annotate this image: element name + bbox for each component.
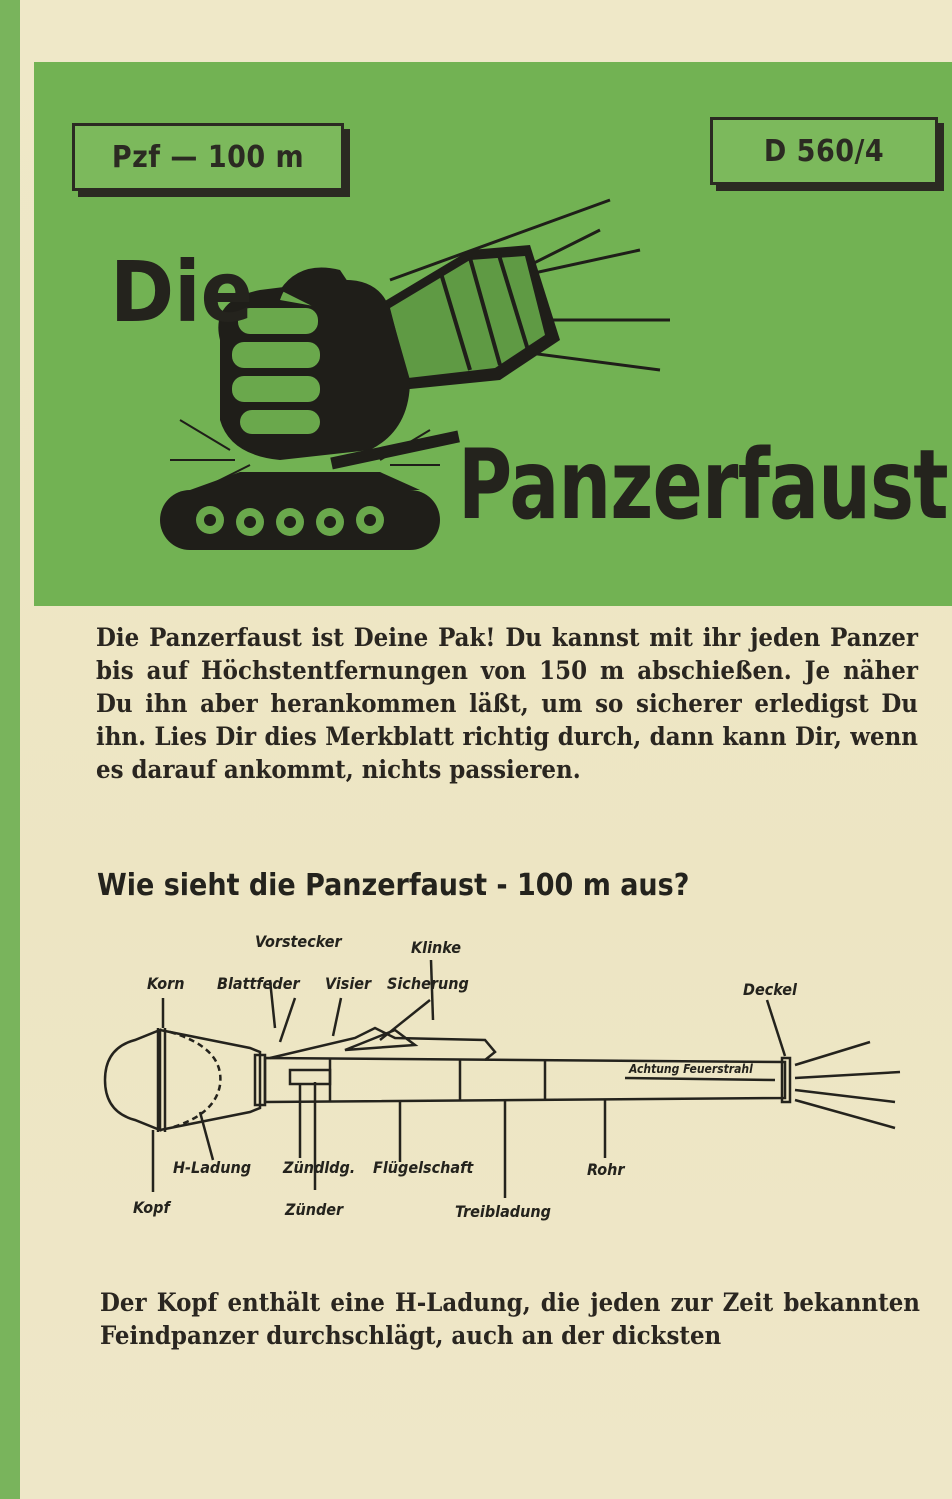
label-blattfeder: Blattfeder (217, 974, 300, 993)
label-sicherung: Sicherung (387, 974, 469, 993)
label-visier: Visier (325, 974, 372, 993)
label-zuendladung: Zündldg. (283, 1158, 356, 1177)
document-number: D 560/4 (763, 133, 885, 169)
panzerfaust-diagram (95, 930, 925, 1230)
title-panzerfaust: Panzerfaust (458, 429, 948, 541)
label-fluegelschaft: Flügelschaft (373, 1158, 474, 1177)
intro-paragraph: Die Panzerfaust ist Deine Pak! Du kannst mit ihr jeden Panzer bis auf Höchstentfernungen von 150 m abschießen. Je näher Du ihn aber herankommen läßt, um so sicherer erledigst Du ihn. Lies Dir dies Merkblatt richtig durch, dann kann Dir, wenn es darauf ankommt, nichts passieren. (96, 623, 918, 785)
label-achtung-feuerstrahl: Achtung Feuerstrahl (629, 1062, 753, 1076)
label-zuender: Zünder (285, 1200, 344, 1219)
document-number-box (710, 117, 938, 185)
left-green-strip (0, 0, 20, 1499)
section-heading: Wie sieht die Panzerfaust - 100 m aus? (97, 868, 690, 903)
title-die: Die (110, 243, 254, 341)
label-kopf: Kopf (133, 1198, 170, 1217)
weapon-label-box (72, 123, 344, 191)
label-klinke: Klinke (411, 938, 462, 957)
label-treibladung: Treibladung (455, 1202, 551, 1221)
outro-paragraph: Der Kopf enthält eine H-Ladung, die jeden zur Zeit bekannten Feindpanzer durchschlägt, auch an der dicksten (100, 1288, 920, 1351)
label-rohr: Rohr (587, 1160, 625, 1179)
label-korn: Korn (147, 974, 185, 993)
label-vorstecker: Vorstecker (255, 932, 342, 951)
weapon-label: Pzf — 100 m (111, 139, 305, 175)
label-h-ladung: H-Ladung (173, 1158, 252, 1177)
label-deckel: Deckel (743, 980, 797, 999)
